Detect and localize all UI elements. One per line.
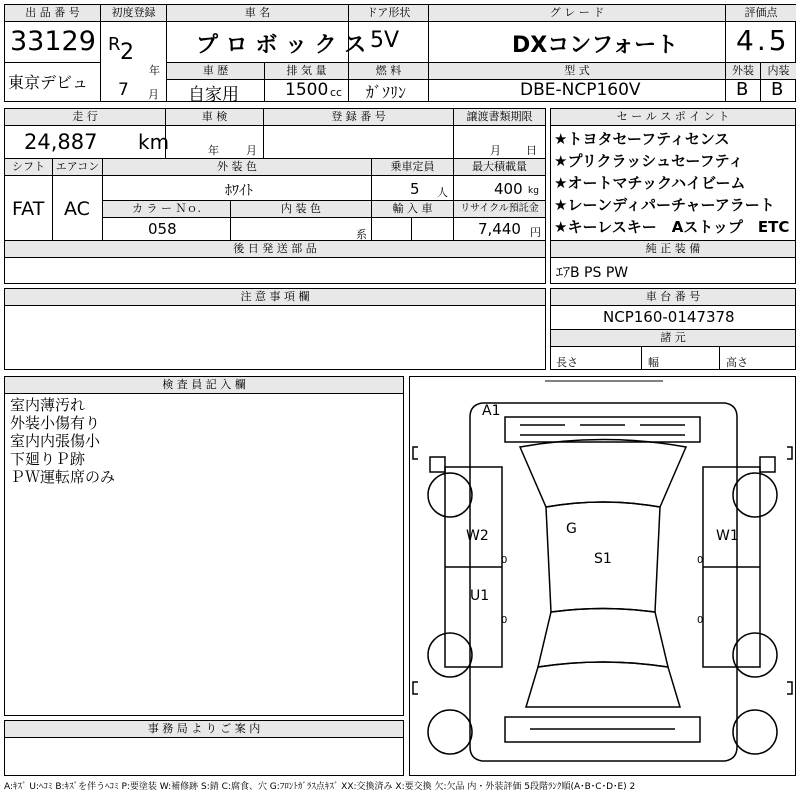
lot-number: 33129 — [10, 26, 96, 57]
load-label: 最大積載量 — [454, 159, 545, 176]
score-value: 4.5 — [736, 24, 790, 57]
displacement-unit: cc — [330, 86, 343, 99]
inspector-note: 下廻りＰ跡 — [10, 450, 86, 468]
inspection-month-unit: 月 — [246, 144, 257, 157]
color-no-value: 058 — [148, 220, 177, 238]
exterior-grade: B — [736, 79, 749, 100]
damage-mark: A1 — [482, 403, 501, 419]
sales-points-label: セ ー ル ス ポ イ ン ト — [551, 109, 795, 126]
damage-mark: W2 — [466, 528, 489, 544]
interior-label: 内装 — [761, 63, 796, 80]
equipment-value: ｴｱB PS PW — [556, 265, 629, 281]
shift-value: FAT — [12, 198, 45, 220]
interior-color-label: 内 装 色 — [231, 201, 371, 218]
grade-value: DXコンフォート — [512, 33, 679, 58]
color-value: ﾎﾜｲﾄ — [225, 183, 253, 199]
ac-value: AC — [64, 198, 90, 220]
transfer-month-unit: 月 — [490, 144, 501, 157]
sales-point-item: ★キーレスキー Aストップ ETC — [554, 218, 790, 236]
month-num: 7 — [118, 80, 129, 100]
height-label: 高さ — [726, 356, 748, 369]
sales-point-item: ★レーンディパーチャーアラート — [554, 196, 775, 214]
score-label: 評価点 — [726, 5, 796, 22]
sales-point-item: ★オートマチックハイビーム — [554, 174, 746, 192]
damage-mark: G — [566, 521, 577, 537]
car-diagram-svg — [410, 377, 795, 775]
fuel-label: 燃 料 — [349, 63, 428, 80]
inspection-label: 車 検 — [166, 109, 263, 126]
recycle-value: 7,440 — [478, 220, 521, 238]
car-diagram — [409, 376, 796, 776]
legend-text: A:ｷｽﾞ U:ﾍｺﾐ B:ｷｽﾞを伴うﾍｺﾐ P:要塗装 W:補修跡 S:錆 C:腐食、穴 G:ﾌﾛﾝﾄｶﾞﾗｽ点ｷｽﾞ XX:交換済み X:要交換 欠:欠品 内・外装評価 5段階ﾗﾝｸ順(A･B･C･D･E) 2 — [4, 782, 636, 792]
history-value: 自家用 — [188, 85, 239, 105]
inspector-label: 検 査 員 記 入 欄 — [5, 377, 403, 394]
capacity-unit: 人 — [437, 186, 448, 199]
car-name: プ ロ ボ ッ ク ス — [196, 33, 367, 58]
inspector-note: 室内薄汚れ — [10, 396, 86, 414]
chassis-value: NCP160-0147378 — [603, 308, 735, 326]
fuel-value: ｶﾞｿﾘﾝ — [366, 83, 407, 102]
exterior-label: 外装 — [726, 63, 760, 80]
zero-mark: 0 — [697, 555, 704, 566]
zero-mark: 0 — [697, 615, 704, 626]
color-no-label: カ ラ ー Ｎｏ. — [103, 201, 230, 218]
interior-grade: B — [771, 79, 784, 100]
transfer-day-unit: 日 — [526, 144, 537, 157]
later-parts-label: 後 日 発 送 部 品 — [5, 241, 545, 258]
sales-points-list — [554, 128, 789, 238]
year-num: 2 — [120, 40, 134, 65]
width-label: 幅 — [648, 356, 659, 369]
interior-color-unit: 系 — [356, 228, 367, 241]
sales-point-item: ★トヨタセーフティセンス — [554, 130, 730, 148]
length-label: 長さ — [556, 356, 578, 369]
load-unit: kg — [528, 186, 539, 196]
recycle-label: リサイクル預託金 — [454, 201, 545, 218]
capacity-label: 乗車定員 — [372, 159, 453, 176]
import-label: 輸 入 車 — [372, 201, 453, 218]
month-unit: 月 — [148, 88, 159, 101]
sales-point-item: ★プリクラッシュセーフティ — [554, 152, 744, 170]
model-label: 型 式 — [429, 63, 725, 80]
mileage-label: 走 行 — [5, 109, 165, 126]
zero-mark: 0 — [501, 555, 508, 566]
displacement-value: 1500 — [285, 80, 329, 100]
color-label: 外 装 色 — [103, 159, 371, 176]
lot-label: 出 品 番 号 — [5, 5, 100, 22]
inspector-note: 外装小傷有り — [10, 414, 101, 432]
door-value: 5V — [370, 28, 400, 53]
inspection-year-unit: 年 — [208, 144, 219, 157]
shift-label: シフト — [5, 159, 52, 176]
equipment-label: 純 正 装 備 — [551, 241, 795, 258]
inspector-note: ＰＷ運転席のみ — [10, 468, 116, 486]
era: R — [108, 34, 121, 55]
first-reg-label: 初度登録 — [101, 5, 166, 22]
damage-mark: S1 — [594, 551, 612, 567]
capacity-value: 5 — [410, 180, 420, 198]
damage-mark: U1 — [470, 588, 490, 604]
mileage-unit: km — [138, 130, 170, 154]
transfer-label: 譲渡書類期限 — [454, 109, 545, 126]
chassis-label: 車 台 番 号 — [551, 289, 795, 306]
load-value: 400 — [494, 180, 523, 198]
reg-no-label: 登 録 番 号 — [264, 109, 453, 126]
debut-text: 東京デビュ — [8, 73, 89, 92]
inspector-notes — [10, 396, 115, 486]
grade-label: グ レ ー ド — [429, 5, 725, 22]
office-label: 事 務 局 よ り ご 案 内 — [5, 721, 403, 738]
zero-mark: 0 — [501, 615, 508, 626]
displacement-label: 排 気 量 — [265, 63, 348, 80]
history-label: 車 歴 — [167, 63, 264, 80]
mileage-value: 24,887 — [24, 130, 98, 154]
damage-mark: W1 — [716, 528, 739, 544]
door-label: ドア形状 — [349, 5, 428, 22]
model-value: DBE-NCP160V — [520, 80, 641, 100]
inspector-note: 室内内張傷小 — [10, 432, 101, 450]
ac-label: エアコン — [53, 159, 102, 176]
dims-label: 諸 元 — [551, 330, 795, 347]
recycle-unit: 円 — [530, 226, 541, 239]
name-label: 車 名 — [167, 5, 348, 22]
notes-label: 注 意 事 項 欄 — [5, 289, 545, 306]
year-unit: 年 — [149, 64, 160, 77]
